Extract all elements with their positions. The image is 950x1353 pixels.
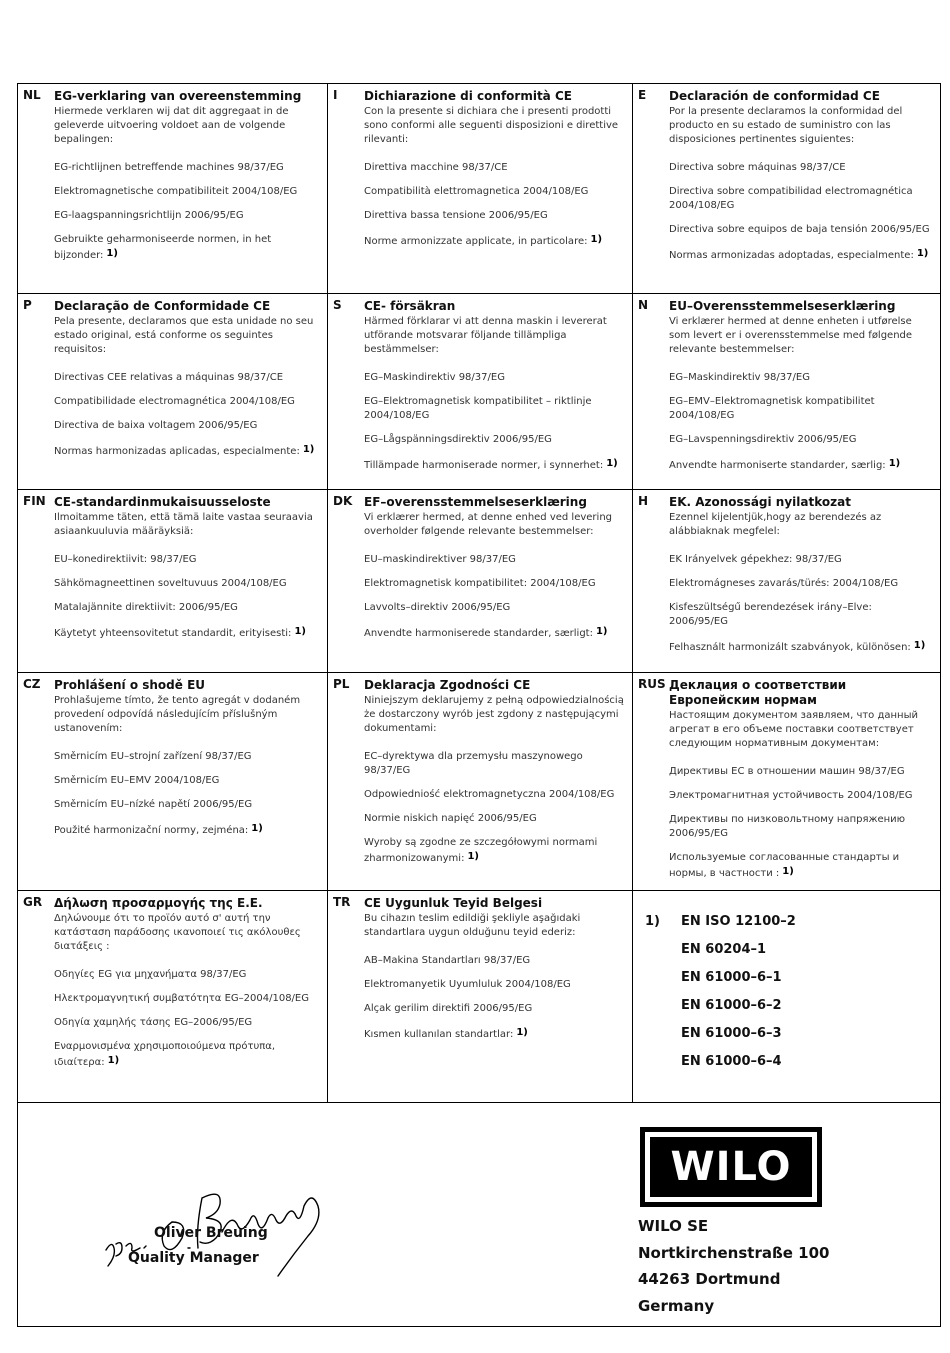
directive-text: Directiva de baixa voltagem 2006/95/EG <box>54 420 258 431</box>
directive-item <box>54 968 321 982</box>
directive-text: EG–Elektromagnetisk kompatibilitet – riktlinje 2004/108/EG <box>364 396 592 421</box>
standards-marker <box>639 1048 681 1076</box>
declaration-title: Деклация о соответствии Европейским нормам <box>669 678 847 707</box>
directive-text: EG–Lavspenningsdirektiv 2006/95/EG <box>669 434 857 445</box>
declaration-intro: Por la presente declaramos la conformidad del producto en su estado de suministro con las disposiciones pertinentes siguientes: <box>669 106 903 145</box>
directive-text: Elektromanyetik Uyumluluk 2004/108/EG <box>364 979 571 990</box>
standard-row <box>639 936 934 964</box>
directive-text: EG–Maskindirektiv 98/37/EG <box>669 372 810 383</box>
directive-item <box>364 433 626 447</box>
declaration-title: CE- försäkran <box>364 299 456 313</box>
declaration-body <box>364 678 626 866</box>
directive-item <box>364 812 626 826</box>
directive-item <box>364 836 626 866</box>
directive-item <box>54 1016 321 1030</box>
directive-text: Wyroby są zgodne ze szczegółowymi normami zharmonizowanymi: <box>364 837 598 864</box>
declaration-body <box>54 495 321 641</box>
directive-text: Εναρμονισμένα χρησιμοποιούμενα πρότυπα, ιδιαίτερα: <box>54 1041 276 1068</box>
declaration-body <box>54 678 321 838</box>
directive-item <box>54 992 321 1006</box>
directive-text: Tillämpade harmoniserade normer, i synnerhet: <box>364 460 604 471</box>
directive-text: Alçak gerilim direktifi 2006/95/EG <box>364 1003 533 1014</box>
standard-row <box>639 1048 934 1076</box>
directive-text: Direttiva macchine 98/37/CE <box>364 162 508 173</box>
directive-text: Lavvolts–direktiv 2006/95/EG <box>364 602 511 613</box>
directive-text: Directiva sobre máquinas 98/37/CE <box>669 162 846 173</box>
declaration-cell <box>328 891 633 1103</box>
declaration-cell <box>328 294 633 490</box>
standards-marker <box>639 936 681 964</box>
footnote-marker: 1) <box>251 823 263 834</box>
directive-item <box>54 577 321 591</box>
directive-item <box>364 1026 626 1042</box>
standards-marker <box>639 964 681 992</box>
declaration-cell <box>18 891 328 1103</box>
directive-item <box>669 851 934 881</box>
declaration-title: EU–Overensstemmelseserklæring <box>669 299 896 313</box>
declaration-title: EG-verklaring van overeenstemming <box>54 89 302 103</box>
declaration-intro: Настоящим документом заявляем, что данный агрегат в его объеме поставки соответствует следующим нормативным документам: <box>669 710 918 749</box>
footnote-marker: 1) <box>467 851 479 862</box>
directive-item <box>364 553 626 567</box>
directive-item <box>364 457 626 473</box>
standard-name: EN 61000–6–3 <box>681 1026 782 1041</box>
directive-item <box>54 395 321 409</box>
directive-text: EK Irányelvek gépekhez: 98/37/EG <box>669 554 842 565</box>
language-code: PL <box>333 677 350 691</box>
declaration-cell <box>18 490 328 673</box>
company-address <box>638 1213 829 1319</box>
declaration-title: CE-standardinmukaisuusseloste <box>54 495 271 509</box>
language-code: P <box>23 298 32 312</box>
directive-text: Directiva sobre compatibilidad electromagnética 2004/108/EG <box>669 186 913 211</box>
directive-text: EG-laagspanningsrichtlijn 2006/95/EG <box>54 210 244 221</box>
declaration-body <box>54 299 321 459</box>
declaration-body <box>669 89 934 263</box>
directive-item <box>669 553 934 567</box>
directive-text: Direttiva bassa tensione 2006/95/EG <box>364 210 548 221</box>
directive-text: Ηλεκτρομαγνητική συμβατότητα EG–2004/108/EG <box>54 993 309 1004</box>
directive-item <box>54 774 321 788</box>
directive-text: EU–konedirektiivit: 98/37/EG <box>54 554 197 565</box>
declaration-cell <box>328 490 633 673</box>
footnote-marker: 1) <box>606 458 618 469</box>
declaration-title: EK. Azonossági nyilatkozat <box>669 495 851 509</box>
language-code: N <box>638 298 649 312</box>
directive-item <box>669 161 934 175</box>
declaration-cell <box>18 84 328 294</box>
language-code: TR <box>333 895 351 909</box>
directive-text: Käytetyt yhteensovitetut standardit, erityisesti: <box>54 628 292 639</box>
declaration-body <box>669 678 934 881</box>
directive-text: EC–dyrektywa dla przemysłu maszynowego 98/37/EG <box>364 751 583 776</box>
footnote-marker: 1) <box>302 444 315 455</box>
declaration-intro: Ilmoitamme täten, että tämä laite vastaa seuraavia asiaankuuluvia määräyksiä: <box>54 512 313 537</box>
footnote-marker: 1) <box>595 626 608 637</box>
directive-text: Anvendte harmoniserte standarder, særlig: <box>669 460 886 471</box>
directive-item <box>364 788 626 802</box>
directive-text: Директивы по низковольтному напряжению 2006/95/EG <box>669 814 906 839</box>
declaration-title: Δήλωση προσαρμογής της Ε.Ε. <box>54 896 263 910</box>
footnote-marker: 1) <box>888 458 901 469</box>
directive-text: Směrnicím EU–EMV 2004/108/EG <box>54 775 220 786</box>
directive-item <box>54 161 321 175</box>
standards-marker <box>639 1020 681 1048</box>
standard-name: EN 60204–1 <box>681 942 767 957</box>
directive-text: EG–Lågspänningsdirektiv 2006/95/EG <box>364 434 552 445</box>
declaration-title: Declaración de conformidad CE <box>669 89 880 103</box>
declaration-cell <box>633 294 940 490</box>
standard-name: EN 61000–6–1 <box>681 970 782 985</box>
declaration-title: EF–overensstemmelseserklæring <box>364 495 587 509</box>
footnote-marker: 1) <box>913 640 926 651</box>
declaration-title: Declaração de Conformidade CE <box>54 299 271 313</box>
company-name: WILO SE <box>638 1217 709 1235</box>
directive-text: EG–EMV–Elektromagnetisk kompatibilitet 2004/108/EG <box>669 396 875 421</box>
declaration-intro: Niniejszym deklarujemy z pełną odpowiedzialnością że dostarczony wyrób jest zgdony z następującymi dokumentami: <box>364 695 624 734</box>
directive-item <box>54 601 321 615</box>
directive-item <box>669 789 934 803</box>
standards-marker: 1) <box>645 914 660 929</box>
directive-text: Электромагнитная устойчивость 2004/108/EG <box>669 790 913 801</box>
language-code: S <box>333 298 342 312</box>
declarations-grid <box>18 84 940 1103</box>
directive-item <box>54 209 321 223</box>
directive-text: Normie niskich napięć 2006/95/EG <box>364 813 537 824</box>
directive-text: Sähkömagneettinen soveltuvuus 2004/108/EG <box>54 578 287 589</box>
directive-item <box>54 371 321 385</box>
standard-name: EN ISO 12100–2 <box>681 914 796 929</box>
declaration-cell <box>18 294 328 490</box>
directive-item <box>364 209 626 223</box>
declaration-title: Deklaracja Zgodności CE <box>364 678 531 692</box>
declaration-intro: Con la presente si dichiara che i presenti prodotti sono conformi alle seguenti disposizioni e direttive rilevanti: <box>364 106 619 145</box>
declaration-cell <box>633 673 940 891</box>
declaration-cell <box>633 490 940 673</box>
standard-row <box>639 908 934 936</box>
directive-item <box>669 639 934 655</box>
directive-text: Normas harmonizadas aplicadas, especialmente: <box>54 446 300 457</box>
directive-item <box>54 750 321 764</box>
directive-item <box>364 954 626 968</box>
directive-item <box>364 577 626 591</box>
language-code: GR <box>23 895 43 909</box>
directive-item <box>364 371 626 385</box>
directive-text: Directiva sobre equipos de baja tensión 2006/95/EG <box>669 224 930 235</box>
directive-text: EG–Maskindirektiv 98/37/EG <box>364 372 505 383</box>
language-code: NL <box>23 88 41 102</box>
directive-item <box>54 1040 321 1070</box>
declaration-intro: Härmed förklarar vi att denna maskin i levererat utförande motsvarar följande tillämpliga bestämmelser: <box>364 316 607 355</box>
standard-name: EN 61000–6–4 <box>681 1054 782 1069</box>
standard-row <box>639 964 934 992</box>
declaration-cell <box>633 84 940 294</box>
directive-text: Gebruikte geharmoniseerde normen, in het bijzonder: <box>54 234 272 261</box>
directive-text: AB–Makina Standartları 98/37/EG <box>364 955 531 966</box>
directive-item <box>54 233 321 263</box>
directive-item <box>364 233 626 249</box>
directive-text: Kisfeszültségű berendezések irány–Elve: 2006/95/EG <box>669 602 872 627</box>
footnote-marker: 1) <box>106 248 118 259</box>
directive-item <box>364 978 626 992</box>
declaration-body <box>669 495 934 655</box>
declaration-cell <box>328 84 633 294</box>
directive-item <box>669 813 934 841</box>
standards-marker <box>639 992 681 1020</box>
standard-row <box>639 1020 934 1048</box>
directive-text: Odpowiedniość elektromagnetyczna 2004/108/EG <box>364 789 615 800</box>
directive-text: Felhasznált harmonizált szabványok, különösen: <box>669 642 911 653</box>
language-code: DK <box>333 494 353 508</box>
declaration-document <box>17 83 941 1327</box>
directive-item <box>364 750 626 778</box>
footnote-marker: 1) <box>590 234 603 245</box>
directive-item <box>364 185 626 199</box>
company-city: 44263 Dortmund <box>638 1270 781 1288</box>
directive-text: Normas armonizadas adoptadas, especialmente: <box>669 250 914 261</box>
declaration-intro: Hiermede verklaren wij dat dit aggregaat in de geleverde uitvoering voldoet aan de volgende bepalingen: <box>54 106 289 145</box>
directive-item <box>54 798 321 812</box>
directive-item <box>669 765 934 779</box>
directive-text: Οδηγία χαμηλής τάσης EG–2006/95/EG <box>54 1017 253 1028</box>
standard-name: EN 61000–6–2 <box>681 998 782 1013</box>
declaration-body <box>364 89 626 249</box>
declaration-cell <box>328 673 633 891</box>
language-code: E <box>638 88 647 102</box>
declaration-intro: Vi erklærer hermed at denne enheten i utførelse som levert er i overensstemmelse med følgende relevante bestemmelser: <box>669 316 913 355</box>
directive-item <box>669 247 934 263</box>
directive-item <box>54 185 321 199</box>
directive-item <box>364 601 626 615</box>
language-code: CZ <box>23 677 41 691</box>
directive-text: Elektromágneses zavarás/türés: 2004/108/EG <box>669 578 899 589</box>
standards-cell <box>633 891 940 1103</box>
declaration-body <box>364 299 626 473</box>
declaration-intro: Vi erklærer hermed, at denne enhed ved levering overholder følgende relevante bestemmelser: <box>364 512 613 537</box>
directive-item <box>364 161 626 175</box>
declaration-title: Prohlášení o shodě EU <box>54 678 206 692</box>
declaration-intro: Bu cihazın teslim edildiği şekliyle aşağıdaki standartlara uygun olduğunu teyid ederiz: <box>364 913 581 938</box>
footnote-marker: 1) <box>782 866 794 877</box>
directive-text: Οδηγίες EG για μηχανήματα 98/37/EG <box>54 969 247 980</box>
directive-item <box>669 223 934 237</box>
declaration-body <box>364 495 626 641</box>
language-code: I <box>333 88 338 102</box>
directive-text: Compatibilità elettromagnetica 2004/108/EG <box>364 186 589 197</box>
directive-text: Elektromagnetische compatibiliteit 2004/108/EG <box>54 186 298 197</box>
directive-text: EG-richtlijnen betreffende machines 98/37/EG <box>54 162 284 173</box>
directive-item <box>669 395 934 423</box>
directive-text: Použité harmonizační normy, zejména: <box>54 825 249 836</box>
directive-text: Используемые согласованные стандарты и нормы, в частности : <box>669 852 900 879</box>
footnote-marker: 1) <box>107 1055 120 1066</box>
directive-text: Anvendte harmoniserede standarder, særligt: <box>364 628 593 639</box>
company-country: Germany <box>638 1296 715 1315</box>
directive-text: Matalajännite direktiivit: 2006/95/EG <box>54 602 238 613</box>
directive-item <box>669 371 934 385</box>
directive-item <box>54 419 321 433</box>
company-street: Nortkirchenstraße 100 <box>638 1243 830 1262</box>
declaration-body <box>54 896 321 1070</box>
directive-text: Směrnicím EU–strojní zařízení 98/37/EG <box>54 751 252 762</box>
declaration-intro: Ezennel kijelentjük,hogy az berendezés az alábbiaknak megfelel: <box>669 512 882 537</box>
standards-list <box>639 896 934 1076</box>
signatory-name: Oliver Breuing <box>154 1225 268 1241</box>
wilo-logo-text: WILO <box>650 1137 812 1197</box>
directive-item <box>364 625 626 641</box>
declaration-intro: Δηλώνουμε ότι το προϊόν αυτό σ' αυτή την κατάσταση παράδοσης ικανοποιεί τις ακόλουθες διατάξεις : <box>54 913 301 952</box>
declaration-body <box>54 89 321 263</box>
declaration-cell <box>18 673 328 891</box>
declaration-intro: Pela presente, declaramos que esta unidade no seu estado original, está conforme os seguintes requisitos: <box>54 316 314 355</box>
signatory-role: Quality Manager <box>128 1250 259 1266</box>
directive-item <box>669 185 934 213</box>
standard-row <box>639 992 934 1020</box>
declaration-title: Dichiarazione di conformità CE <box>364 89 572 103</box>
directive-text: Norme armonizzate applicate, in particolare: <box>364 236 588 247</box>
declaration-title: CE Uygunluk Teyid Belgesi <box>364 896 543 910</box>
footnote-marker: 1) <box>516 1027 528 1038</box>
directive-item <box>364 395 626 423</box>
declaration-body <box>364 896 626 1042</box>
directive-text: Directivas CEE relativas a máquinas 98/37/CE <box>54 372 284 383</box>
directive-text: Elektromagnetisk kompatibilitet: 2004/108/EG <box>364 578 596 589</box>
directive-text: EU–maskindirektiver 98/37/EG <box>364 554 516 565</box>
directive-item <box>54 443 321 459</box>
directive-item <box>54 553 321 567</box>
declaration-body <box>669 299 934 473</box>
directive-item <box>669 457 934 473</box>
directive-text: Kısmen kullanılan standartlar: <box>364 1029 514 1040</box>
directive-item <box>669 577 934 591</box>
language-code: RUS <box>638 677 666 691</box>
footnote-marker: 1) <box>916 248 929 259</box>
directive-item <box>54 625 321 641</box>
directive-item <box>669 601 934 629</box>
directive-item <box>364 1002 626 1016</box>
directive-text: Směrnicím EU–nízké napětí 2006/95/EG <box>54 799 253 810</box>
footnote-marker: 1) <box>294 626 306 637</box>
directive-text: Compatibilidade electromagnética 2004/108/EG <box>54 396 295 407</box>
wilo-logo <box>640 1127 822 1207</box>
declaration-intro: Prohlašujeme tímto, že tento agregát v dodaném provedení odpovídá následujícím příslušným ustanovením: <box>54 695 301 734</box>
directive-item <box>669 433 934 447</box>
language-code: FIN <box>23 494 46 508</box>
footer-section <box>18 1105 940 1326</box>
directive-item <box>54 822 321 838</box>
directive-text: Директивы EC в отношении машин 98/37/EG <box>669 766 905 777</box>
language-code: H <box>638 494 649 508</box>
